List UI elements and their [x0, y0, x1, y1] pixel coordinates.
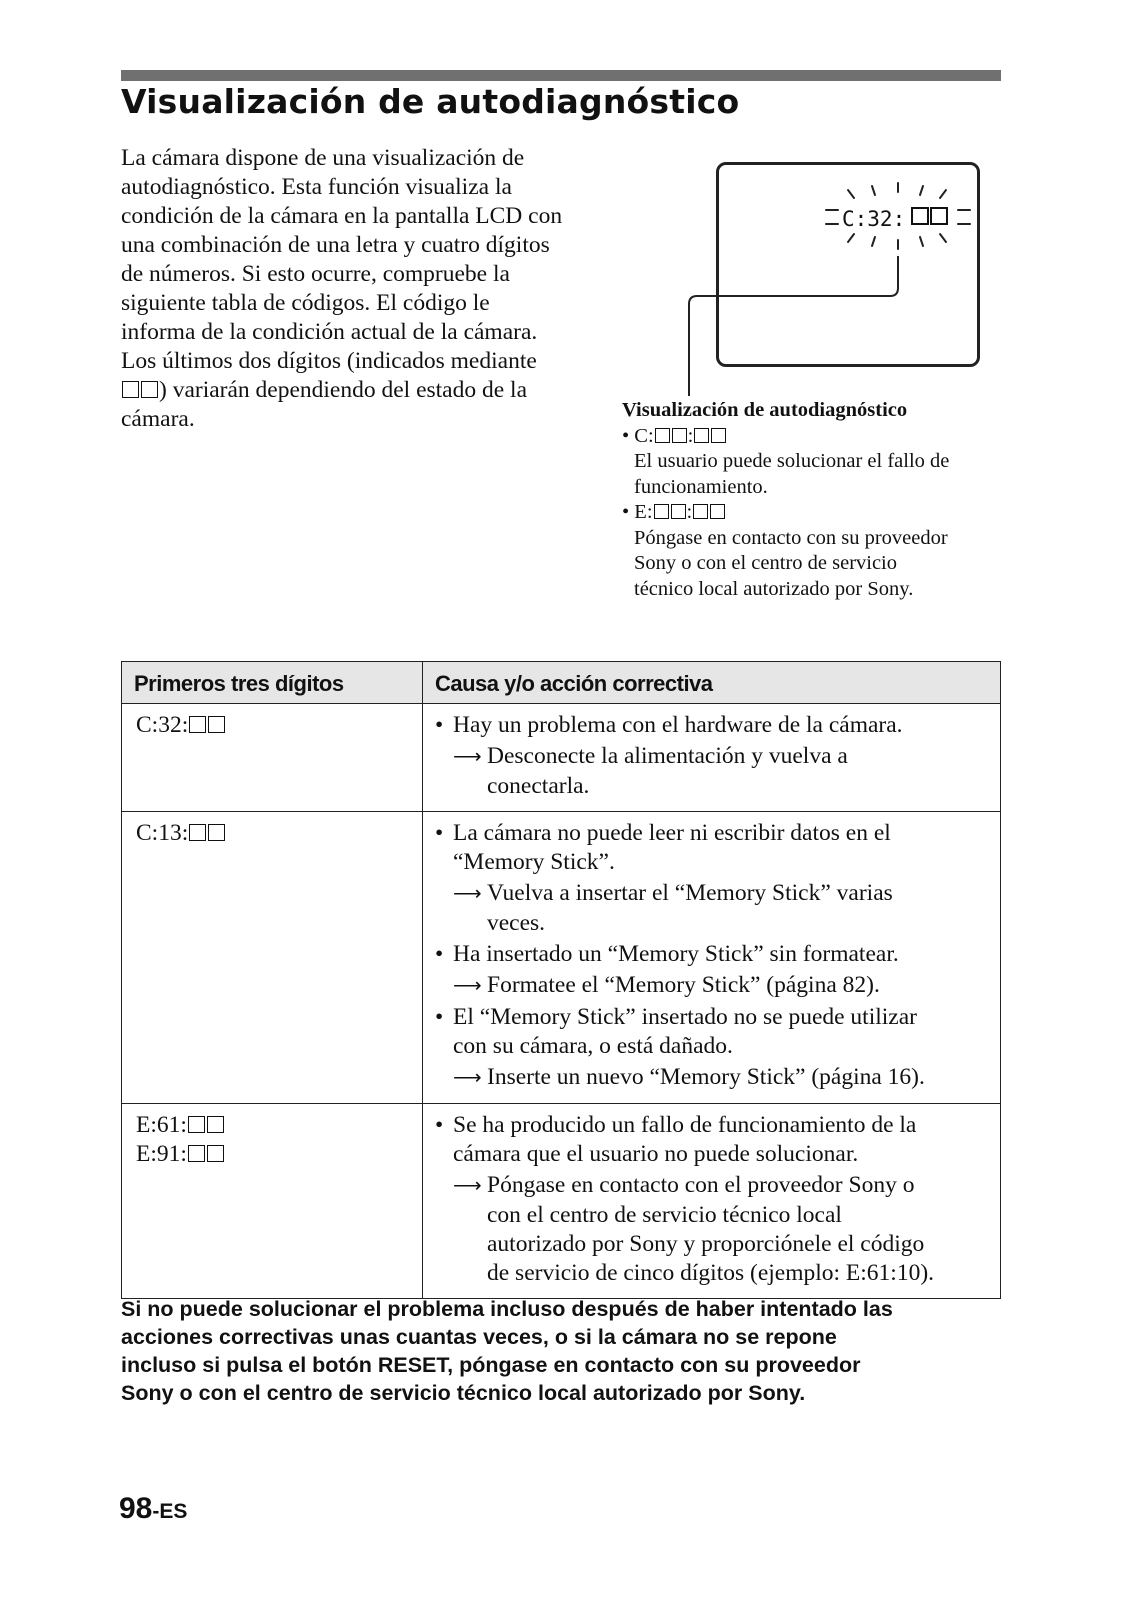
code-cell — [122, 704, 423, 812]
corrective-action: ⟶ Desconecte la alimentación y vuelva a conectarla. — [453, 743, 848, 799]
corrective-action: ⟶ Póngase en contacto con el proveedor Sony o con el centro de servicio técnico local autorizado por Sony y proporciónele el código de servicio de cinco dígitos (ejemplo: E:61:10). — [453, 1172, 935, 1286]
digit-placeholder-icon — [188, 1145, 205, 1162]
caption-desc-line: El usuario puede solucionar el fallo de — [634, 450, 950, 472]
error-code: E:91: — [136, 1140, 410, 1169]
error-code-table — [121, 661, 1001, 1299]
error-code: E:61: — [136, 1111, 410, 1140]
intro-line: ) variarán dependiendo del estado de la — [121, 376, 611, 405]
cause-bullet: • Se ha producido un fallo de funcionamiento de la cámara que el usuario no puede solucionar. — [435, 1111, 988, 1169]
intro-paragraph — [121, 144, 611, 434]
support-note — [121, 1295, 1011, 1407]
page-number: 98-ES — [119, 1492, 188, 1525]
digit-placeholder-icon — [207, 1145, 224, 1162]
intro-line: La cámara dispone de una visualización de — [121, 145, 525, 171]
digit-placeholder-icon — [655, 428, 670, 443]
caption-title: Visualización de autodiagnóstico — [622, 399, 908, 421]
intro-line: informa de la condición actual de la cámara. — [121, 319, 538, 345]
note-line: acciones correctivas unas cuantas veces, o si la cámara no se repone — [121, 1325, 837, 1349]
table-header-row — [122, 662, 1001, 704]
digit-placeholder-icon — [931, 208, 947, 224]
digit-placeholder-icon — [208, 716, 225, 733]
table-row — [122, 704, 1001, 812]
digit-placeholder-icon — [122, 381, 139, 398]
arrow-right-icon: ⟶ — [453, 746, 482, 768]
intro-line: cámara. — [121, 406, 195, 432]
cause-cell — [423, 1104, 1001, 1299]
digit-placeholder-icon — [189, 716, 206, 733]
intro-line: siguiente tabla de códigos. El código le — [121, 290, 490, 316]
digit-placeholder-icon — [711, 428, 726, 443]
arrow-right-icon: ⟶ — [453, 1067, 482, 1089]
digit-placeholder-icon — [671, 504, 686, 519]
digit-placeholder-icon — [141, 381, 158, 398]
digit-placeholder-icon — [693, 504, 708, 519]
cause-bullet: • Hay un problema con el hardware de la cámara. — [435, 711, 988, 740]
caption-code-e: • E: : — [622, 500, 1002, 526]
digit-placeholder-icon — [207, 1116, 224, 1133]
corrective-action: ⟶ Inserte un nuevo “Memory Stick” (página 16). — [435, 1063, 988, 1093]
code-cell — [122, 812, 423, 1104]
cause-bullet: • La cámara no puede leer ni escribir datos en el “Memory Stick”. — [435, 819, 988, 877]
caption-desc-line: Póngase en contacto con su proveedor — [634, 526, 948, 549]
digit-placeholder-icon — [710, 504, 725, 519]
figure-caption — [622, 398, 1002, 602]
cause-cell — [423, 812, 1001, 1104]
title-rule — [121, 70, 1001, 81]
intro-line: condición de la cámara en la pantalla LCD con — [121, 203, 563, 229]
digit-placeholder-icon — [694, 428, 709, 443]
arrow-right-icon: ⟶ — [453, 1175, 482, 1197]
digit-placeholder-icon — [654, 504, 669, 519]
intro-line: autodiagnóstico. Esta función visualiza la — [121, 174, 512, 200]
digit-placeholder-icon — [188, 1116, 205, 1133]
note-line: Si no puede solucionar el problema incluso después de haber intentado las — [121, 1297, 893, 1321]
cause-bullet: • El “Memory Stick” insertado no se puede utilizar con su cámara, o está dañado. — [435, 1003, 988, 1061]
error-code: C:32: — [136, 711, 410, 740]
caption-desc-line: técnico local autorizado por Sony. — [634, 577, 914, 600]
digit-placeholder-icon — [189, 824, 206, 841]
callout-leader-line — [689, 256, 898, 396]
corrective-action: ⟶ Vuelva a insertar el “Memory Stick” varias veces. — [453, 880, 893, 936]
intro-line: una combinación de una letra y cuatro dígitos — [121, 232, 550, 258]
arrow-right-icon: ⟶ — [453, 975, 482, 997]
table-row — [122, 812, 1001, 1104]
arrow-right-icon: ⟶ — [453, 883, 482, 905]
page-title: Visualización de autodiagnóstico — [121, 82, 740, 121]
cause-bullet: • Ha insertado un “Memory Stick” sin formatear. — [435, 940, 988, 969]
lcd-code-text: C:32: — [842, 207, 906, 231]
intro-line: Los últimos dos dígitos (indicados mediante — [121, 348, 537, 374]
caption-code-c: • C: : — [622, 424, 1002, 450]
caption-desc-line: Sony o con el centro de servicio — [634, 552, 898, 574]
caption-desc-line: funcionamiento. — [634, 475, 768, 498]
digit-placeholder-icon — [208, 824, 225, 841]
code-cell — [122, 1104, 423, 1299]
intro-line: de números. Si esto ocurre, compruebe la — [121, 261, 510, 287]
corrective-action: ⟶ Formatee el “Memory Stick” (página 82). — [435, 971, 988, 1001]
lcd-illustration — [620, 150, 1000, 410]
digit-placeholder-icon — [912, 208, 928, 224]
header-first-digits: Primeros tres dígitos — [122, 662, 423, 704]
error-code: C:13: — [136, 819, 410, 848]
digit-placeholder-icon — [672, 428, 687, 443]
note-line: incluso si pulsa el botón RESET, póngase en contacto con su proveedor — [121, 1353, 861, 1377]
lcd-diagram-svg — [620, 150, 1000, 410]
note-line: Sony o con el centro de servicio técnico local autorizado por Sony. — [121, 1381, 806, 1405]
table-row — [122, 1104, 1001, 1299]
cause-cell — [423, 704, 1001, 812]
page-language-suffix: -ES — [152, 1500, 188, 1523]
header-cause-action: Causa y/o acción correctiva — [423, 662, 1001, 704]
